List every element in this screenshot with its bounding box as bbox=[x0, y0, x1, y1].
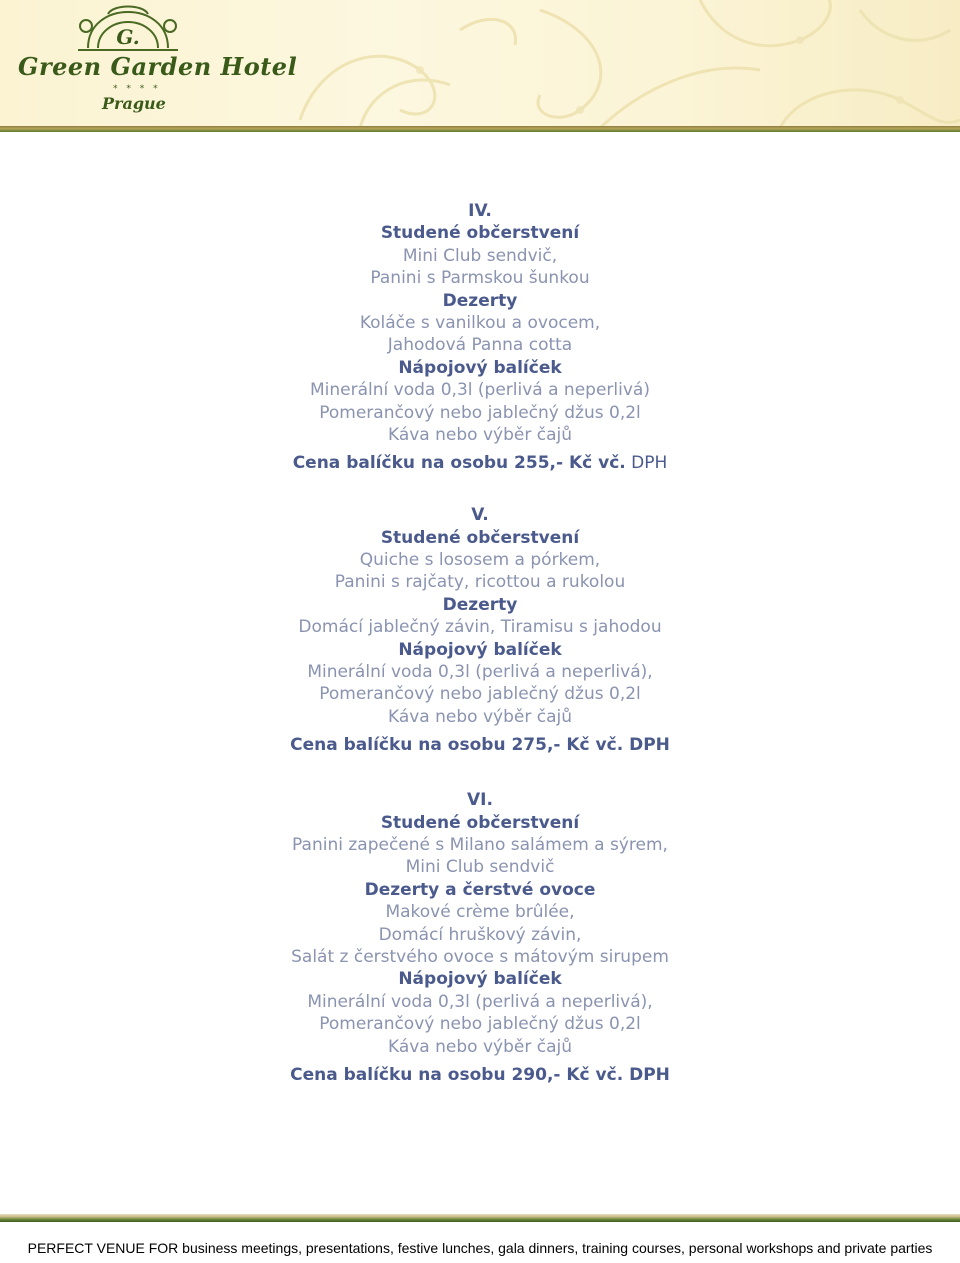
footer-tagline: PERFECT VENUE FOR business meetings, presentations, festive lunches, gala dinners, training courses, personal workshops and private parties bbox=[27, 1240, 933, 1256]
package-iv bbox=[0, 200, 960, 474]
hotel-logo bbox=[8, 4, 298, 124]
menu-item: Káva nebo výběr čajů bbox=[387, 424, 572, 445]
menu-item: Domácí hruškový závin, bbox=[378, 924, 582, 945]
section-spacer bbox=[0, 756, 960, 789]
menu-item: Koláče s vanilkou a ovocem, bbox=[359, 312, 601, 333]
price-label: Cena balíčku na osobu 290,- Kč vč. DPH bbox=[290, 1064, 670, 1085]
package-price bbox=[0, 452, 960, 474]
menu-item: Káva nebo výběr čajů bbox=[387, 1036, 572, 1057]
menu-item: Káva nebo výběr čajů bbox=[387, 706, 572, 727]
menu-item: Minerální voda 0,3l (perlivá a neperlivá), bbox=[307, 991, 653, 1012]
category-heading: Studené občerstvení bbox=[380, 223, 580, 244]
package-v bbox=[0, 504, 960, 756]
package-numeral: IV. bbox=[468, 201, 492, 221]
price-label: Cena balíčku na osobu 255,- Kč vč. bbox=[292, 453, 626, 474]
logo-city: Prague bbox=[102, 94, 166, 113]
price-label: Cena balíčku na osobu 275,- Kč vč. DPH bbox=[290, 735, 670, 756]
package-price bbox=[0, 734, 960, 756]
menu-item: Minerální voda 0,3l (perlivá a neperlivá), bbox=[307, 662, 653, 683]
menu-item: Jahodová Panna cotta bbox=[387, 335, 573, 356]
menu-content bbox=[0, 200, 960, 1086]
footer-divider bbox=[0, 1214, 960, 1222]
menu-item: Pomerančový nebo jablečný džus 0,2l bbox=[319, 1014, 641, 1035]
category-heading: Dezerty a čerstvé ovoce bbox=[364, 879, 596, 900]
logo-name: Green Garden Hotel bbox=[18, 52, 298, 81]
menu-item: Minerální voda 0,3l (perlivá a neperlivá) bbox=[310, 380, 650, 401]
category-heading: Studené občerstvení bbox=[380, 527, 580, 548]
category-heading: Nápojový balíček bbox=[398, 639, 562, 660]
category-heading: Dezerty bbox=[442, 290, 518, 311]
package-numeral: V. bbox=[471, 505, 489, 526]
menu-item: Panini zapečené s Milano salámem a sýrem, bbox=[292, 834, 668, 855]
category-heading: Nápojový balíček bbox=[398, 969, 562, 990]
category-heading: Nápojový balíček bbox=[398, 357, 562, 378]
menu-item: Makové crème brûlée, bbox=[385, 902, 575, 923]
package-vi bbox=[0, 789, 960, 1086]
menu-item: Panini s Parmskou šunkou bbox=[370, 268, 590, 289]
menu-item: Domácí jablečný závin, Tiramisu s jahodou bbox=[298, 617, 662, 638]
price-tail: DPH bbox=[625, 453, 668, 474]
menu-item: Quiche s lososem a pórkem, bbox=[359, 550, 601, 571]
package-price bbox=[0, 1064, 960, 1086]
logo-monogram: G. bbox=[116, 25, 140, 49]
menu-item: Mini Club sendvič, bbox=[402, 245, 558, 266]
menu-item: Salát z čerstvého ovoce s mátovým sirupem bbox=[291, 946, 669, 967]
category-heading: Dezerty bbox=[442, 594, 518, 615]
menu-item: Pomerančový nebo jablečný džus 0,2l bbox=[319, 684, 641, 705]
package-numeral: VI. bbox=[467, 790, 493, 811]
menu-item: Pomerančový nebo jablečný džus 0,2l bbox=[319, 402, 641, 423]
logo-stars: * * * * bbox=[113, 84, 161, 94]
menu-item: Panini s rajčaty, ricottou a rukolou bbox=[334, 572, 626, 593]
page-header bbox=[0, 0, 960, 128]
category-heading: Studené občerstvení bbox=[380, 812, 580, 833]
menu-item: Mini Club sendvič bbox=[405, 857, 555, 878]
section-spacer bbox=[0, 474, 960, 504]
header-divider bbox=[0, 126, 960, 132]
